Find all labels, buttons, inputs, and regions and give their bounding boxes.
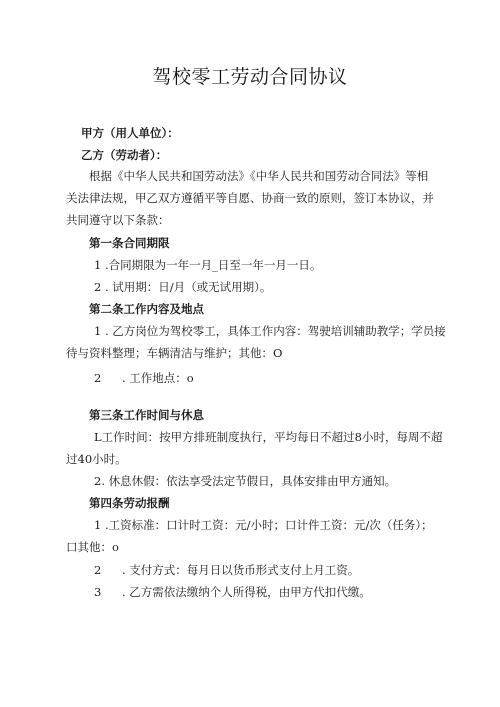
section-3-heading: 第三条工作时间与休息 xyxy=(89,408,204,422)
document-title: 驾校零工劳动合同协议 xyxy=(152,66,348,88)
section-2-item-2-text: . 工作地点：o xyxy=(122,371,194,385)
intro-line-3: 共同遵守以下条款： xyxy=(66,213,170,227)
section-2-item-1-line-1: 1 . 乙方岗位为驾校零工，具体工作内容：驾驶培训辅助教学；学员接 xyxy=(94,324,446,338)
section-4-item-2-number: 2 xyxy=(94,563,102,577)
section-3-item-2: 2. 休息休假：依法享受法定节假日，具体安排由甲方通知。 xyxy=(94,474,397,488)
intro-line-1: 根据《中华人民共和国劳动法》《中华人民共和国劳动合同法》等相 xyxy=(89,169,429,183)
section-4-item-2-text: . 支付方式：每月日以货币形式支付上月工资。 xyxy=(122,563,360,577)
section-2-item-2-number: 2 xyxy=(94,371,102,385)
intro-line-2: 关法律法规，甲乙双方遵循平等自愿、协商一致的原则，签订本协议，并 xyxy=(66,191,434,205)
section-2-heading: 第二条工作内容及地点 xyxy=(89,302,204,316)
section-4-heading: 第四条劳动报酬 xyxy=(89,496,170,510)
section-3-item-1-line-2: 过40小时。 xyxy=(66,452,127,466)
party-b-label: 乙方（劳动者）： xyxy=(81,148,168,162)
section-1-item-1: 1 .合同期限为一年一月_日至一年一月一日。 xyxy=(94,258,322,272)
section-4-item-1-line-1: 1 .工资标准：口计时工资：元/小时；口计件工资：元/次（任务）； xyxy=(94,518,433,532)
section-4-item-1-line-2: 口其他：o xyxy=(66,540,119,554)
section-4-item-3-text: . 乙方需依法缴纳个人所得税，由甲方代扣代缴。 xyxy=(122,585,371,599)
section-2-item-1-line-2: 待与资料整理；车辆清洁与维护；其他：O xyxy=(66,346,283,360)
section-3-item-1-line-1: L工作时间：按甲方排班制度执行，平均每日不超过8小时，每周不超 xyxy=(94,430,443,444)
section-1-item-2: 2 . 试用期：日/月（或无试用期）。 xyxy=(94,280,272,294)
section-1-heading: 第一条合同期限 xyxy=(89,236,170,250)
party-a-label: 甲方（用人单位）： xyxy=(81,126,179,140)
section-4-item-3-number: 3 xyxy=(94,585,102,599)
